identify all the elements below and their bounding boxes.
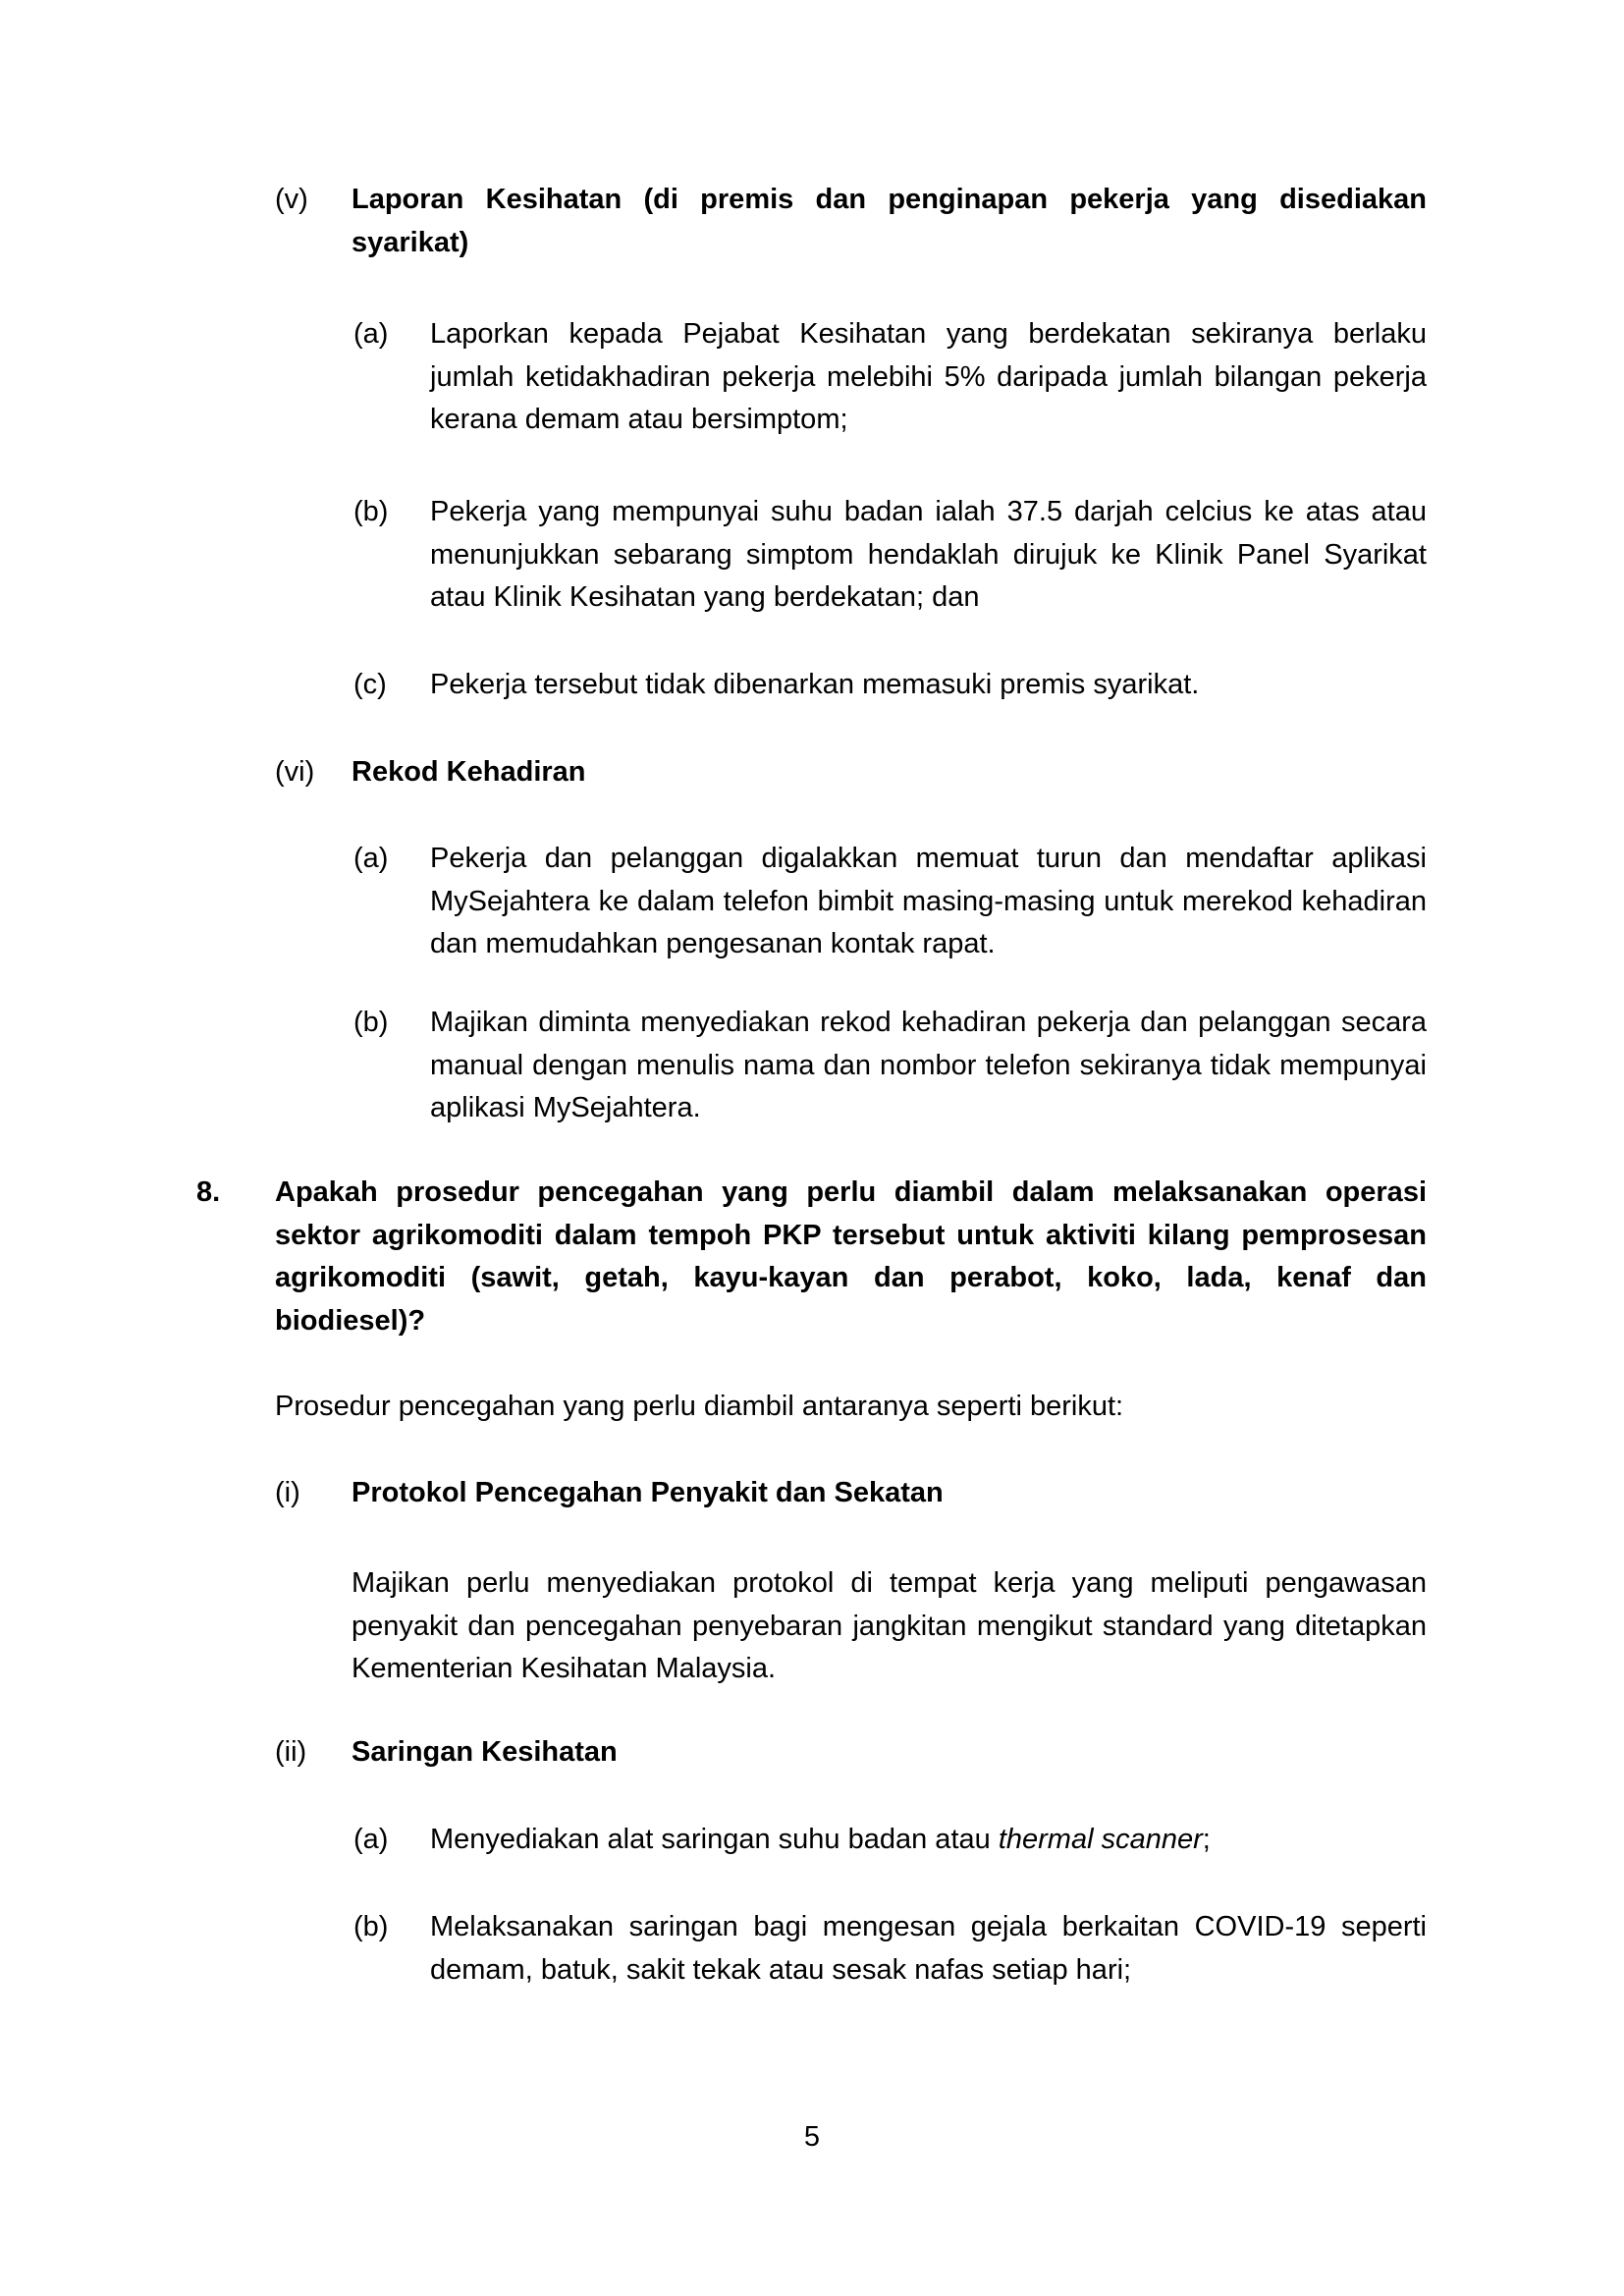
item-label: (a) (353, 318, 389, 350)
item-label: (a) (353, 1824, 389, 1855)
section-i-title: Protokol Pencegahan Penyakit dan Sekatan (352, 1477, 944, 1508)
question-text: Apakah prosedur pencegahan yang perlu diambil dalam melaksanakan operasi sektor agrikomoditi dalam tempoh PKP tersebut untuk aktiviti kilang pemprosesan agrikomoditi (sawit, getah, kayu-kayan dan perabot, koko, lada, kenaf dan biodiesel)? (275, 1176, 1427, 1337)
item-label: (a) (353, 843, 389, 874)
section-i-label: (i) (275, 1477, 300, 1508)
section-v-label: (v) (275, 184, 308, 215)
item-text: Menyediakan alat saringan suhu badan atau (430, 1824, 999, 1855)
item-label: (c) (353, 669, 387, 700)
list-item: Melaksanakan saringan bagi mengesan gejala berkaitan COVID-19 seperti demam, batuk, sakit tekak atau sesak nafas setiap hari; (430, 1911, 1427, 1986)
item-text-end: ; (1202, 1824, 1211, 1855)
list-item: Pekerja dan pelanggan digalakkan memuat turun dan mendaftar aplikasi MySejahtera ke dalam telefon bimbit masing-masing untuk merekod kehadiran dan memudahkan pengesanan kontak rapat. (430, 843, 1427, 959)
item-label: (b) (353, 496, 389, 527)
list-item: Pekerja tersebut tidak dibenarkan memasuki premis syarikat. (430, 669, 1200, 700)
section-v-title: Laporan Kesihatan (di premis dan penginapan pekerja yang disediakan syarikat) (352, 184, 1427, 258)
list-item: Pekerja yang mempunyai suhu badan ialah 37.5 darjah celcius ke atas atau menunjukkan sebarang simptom hendaklah dirujuk ke Klinik Panel Syarikat atau Klinik Kesihatan yang berdekatan; dan (430, 496, 1427, 613)
section-i-body: Majikan perlu menyediakan protokol di tempat kerja yang meliputi pengawasan penyakit dan pencegahan penyebaran jangkitan mengikut standard yang ditetapkan Kementerian Kesihatan Malaysia. (352, 1567, 1427, 1684)
question-number: 8. (196, 1176, 221, 1208)
list-item (430, 1819, 1427, 1862)
item-label: (b) (353, 1911, 389, 1942)
list-item: Majikan diminta menyediakan rekod kehadiran pekerja dan pelanggan secara manual dengan menulis nama dan nombor telefon sekiranya tidak mempunyai aplikasi MySejahtera. (430, 1007, 1427, 1123)
list-item: Laporkan kepada Pejabat Kesihatan yang berdekatan sekiranya berlaku jumlah ketidakhadiran pekerja melebihi 5% daripada jumlah bilangan pekerja kerana demam atau bersimptom; (430, 318, 1427, 435)
section-ii-title: Saringan Kesihatan (352, 1736, 618, 1768)
section-ii-label: (ii) (275, 1736, 307, 1768)
page-number: 5 (803, 2121, 821, 2153)
item-text-italic: thermal scanner (998, 1824, 1203, 1855)
section-vi-title: Rekod Kehadiran (352, 756, 586, 788)
item-label: (b) (353, 1007, 389, 1038)
section-vi-label: (vi) (275, 756, 315, 788)
answer-intro: Prosedur pencegahan yang perlu diambil antaranya seperti berikut: (275, 1391, 1124, 1422)
